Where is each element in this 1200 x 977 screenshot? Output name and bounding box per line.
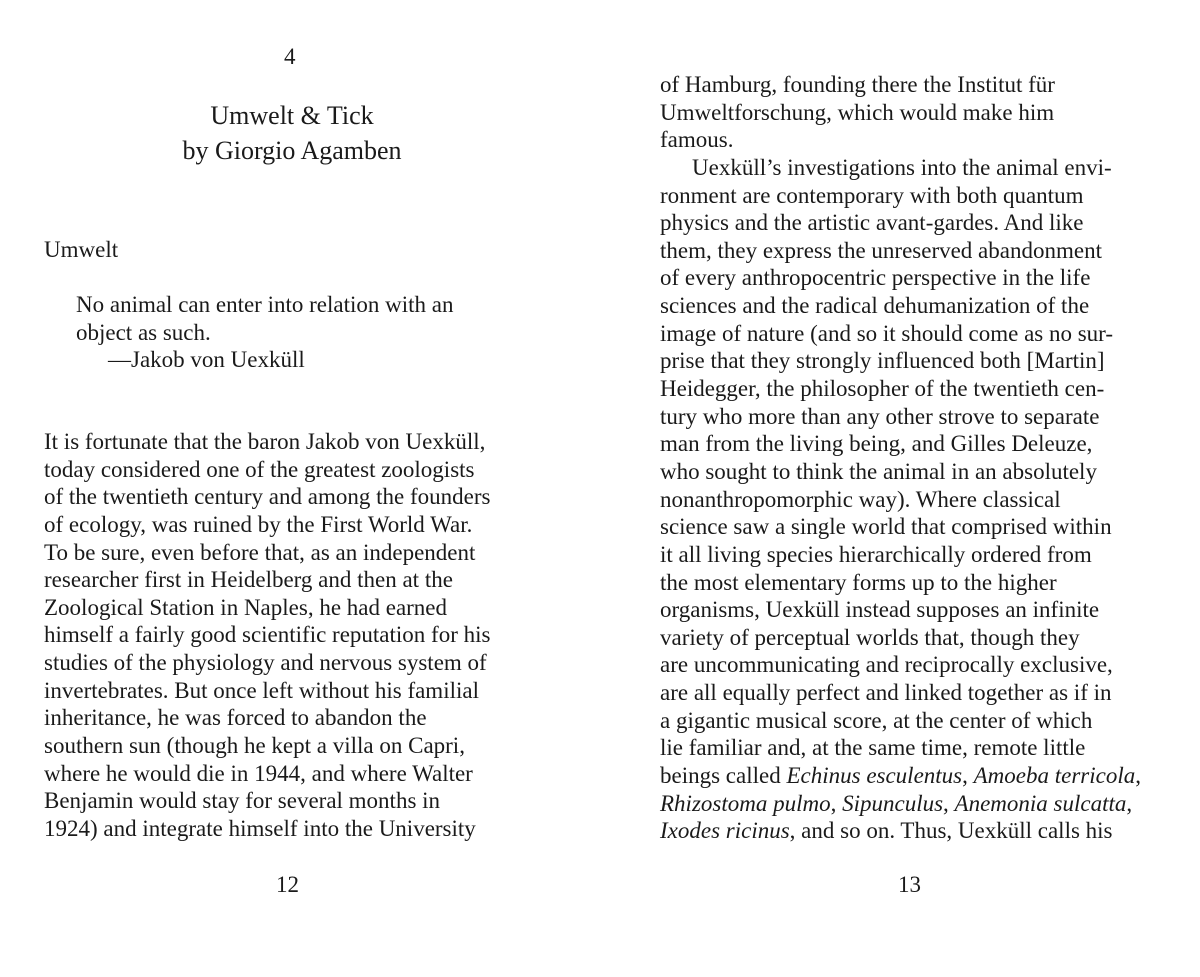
text-segment: Uexküll’s investigations into the animal envi- (692, 154, 1112, 180)
text-line: Benjamin would stay for several months in (44, 788, 441, 814)
text-line (660, 817, 1141, 845)
text-line: of ecology, was ruined by the First World War. (44, 511, 473, 537)
text-line (660, 624, 1141, 652)
text-line (660, 154, 1141, 182)
chapter-number: 4 (284, 44, 296, 69)
text-segment: them, they express the unreserved abandonment (660, 237, 1102, 263)
text-segment: Heidegger, the philosopher of the twentieth cen- (660, 376, 1105, 402)
text-segment: tury who more than any other strove to separate (660, 403, 1100, 429)
text-segment: it all living species hierarchically ordered from (660, 541, 1092, 567)
text-segment: variety of perceptual worlds that, though they (660, 624, 1080, 650)
text-line: It is fortunate that the baron Jakob von Uexküll, (44, 429, 486, 454)
text-line: 1924) and integrate himself into the University (44, 815, 476, 841)
text-segment: , (962, 763, 974, 789)
text-line (660, 292, 1141, 320)
text-line (660, 486, 1141, 514)
page-number-right: 13 (898, 872, 921, 897)
text-line (660, 734, 1141, 762)
text-segment: of Hamburg, founding there the Institut für (660, 72, 1055, 97)
text-segment: sciences and the radical dehumanization of the (660, 293, 1090, 319)
text-line: Zoological Station in Naples, he had earned (44, 594, 448, 620)
text-line (660, 596, 1141, 624)
text-line (660, 790, 1141, 818)
text-segment: of every anthropocentric perspective in the life (660, 265, 1091, 291)
text-line (660, 707, 1141, 735)
text-line (660, 651, 1141, 679)
text-segment: Umweltforschung, which would make him (660, 99, 1055, 125)
text-segment: physics and the artistic avant-gardes. And like (660, 210, 1084, 236)
text-line (660, 71, 1141, 99)
chapter-author: by Giorgio Agamben (182, 136, 402, 165)
text-line: To be sure, even before that, as an independent (44, 539, 476, 565)
text-line (660, 237, 1141, 265)
body-text (660, 71, 1141, 845)
text-segment: ronment are contemporary with both quantum (660, 182, 1084, 208)
text-segment: , (1126, 790, 1133, 816)
text-line: invertebrates. But once left without his familial (44, 677, 479, 703)
text-segment: a gigantic musical score, at the center of which (660, 707, 1093, 733)
text-line (660, 99, 1141, 127)
body-text (44, 428, 490, 843)
text-segment: , (830, 790, 843, 816)
italic-species-name: Anemonia sulcatta (954, 790, 1127, 816)
italic-species-name: Ixodes ricinus (660, 818, 790, 844)
text-line (660, 458, 1141, 486)
text-segment: man from the living being, and Gilles Deleuze, (660, 431, 1093, 457)
text-line: today considered one of the greatest zoologists (44, 456, 475, 482)
text-segment: are all equally perfect and linked together as if in (660, 680, 1112, 706)
italic-species-name: Sipunculus (842, 790, 944, 816)
text-line: of the twentieth century and among the founders (44, 484, 491, 510)
text-segment: the most elementary forms up to the higher (660, 569, 1057, 595)
italic-species-name: Rhizostoma pulmo (660, 790, 831, 816)
text-line (660, 347, 1141, 375)
epigraph-line: No animal can enter into relation with an (76, 292, 454, 317)
italic-species-name: Amoeba terricola (973, 763, 1136, 789)
epigraph (76, 291, 453, 374)
text-segment: , (1135, 763, 1141, 789)
text-line (660, 375, 1141, 403)
text-line: studies of the physiology and nervous system of (44, 650, 487, 676)
chapter-title: Umwelt & Tick (210, 101, 374, 130)
text-segment: lie familiar and, at the same time, remote little (660, 735, 1086, 761)
text-segment: , and so on. Thus, Uexküll calls his (789, 818, 1113, 844)
italic-species-name: Echinus esculentus (786, 763, 963, 789)
text-line (660, 209, 1141, 237)
epigraph-line: object as such. (76, 319, 211, 345)
text-line (660, 541, 1141, 569)
text-line (660, 320, 1141, 348)
text-line (660, 513, 1141, 541)
text-line: southern sun (though he kept a villa on Capri, (44, 733, 465, 759)
text-segment: prise that they strongly influenced both [Martin] (660, 348, 1105, 374)
text-segment: are uncommunicating and reciprocally exclusive, (660, 652, 1113, 678)
text-line (660, 126, 1141, 154)
text-line: inheritance, he was forced to abandon the (44, 705, 427, 731)
text-line (660, 264, 1141, 292)
text-line (660, 762, 1141, 790)
text-line: himself a fairly good scientific reputation for his (44, 622, 491, 648)
text-segment: image of nature (and so it should come as no sur- (660, 320, 1114, 346)
text-line: where he would die in 1944, and where Walter (44, 760, 473, 786)
text-segment: nonanthropomorphic way). Where classical (660, 486, 1061, 512)
text-line (660, 430, 1141, 458)
text-line (660, 679, 1141, 707)
text-segment: science saw a single world that comprised within (660, 514, 1112, 540)
text-segment: famous. (660, 127, 734, 153)
text-line (660, 403, 1141, 431)
text-line (660, 569, 1141, 597)
text-segment: , (943, 790, 955, 816)
text-line: researcher first in Heidelberg and then at the (44, 567, 453, 593)
section-heading: Umwelt (44, 237, 119, 262)
text-segment: who sought to think the animal in an absolutely (660, 458, 1097, 484)
text-line (660, 182, 1141, 210)
epigraph-attribution: —Jakob von Uexküll (108, 347, 305, 373)
text-segment: organisms, Uexküll instead supposes an infinite (660, 597, 1100, 623)
page-number-left: 12 (276, 872, 299, 897)
text-segment: beings called (660, 763, 787, 789)
